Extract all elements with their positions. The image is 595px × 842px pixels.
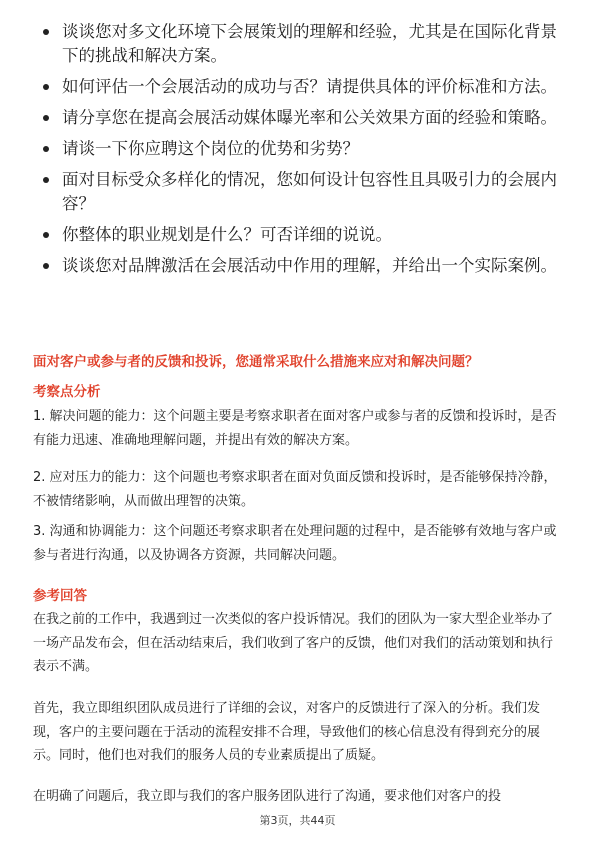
analysis-point: 2. 应对压力的能力：这个问题也考察求职者在面对负面反馈和投诉时，是否能够保持冷静，不被情绪影响，从而做出理智的决策。 — [33, 470, 557, 509]
list-item-text: 谈谈您对多文化环境下会展策划的理解和经验，尤其是在国际化背景下的挑战和解决方案。 — [62, 22, 557, 65]
answer-title: 参考回答 — [33, 588, 87, 604]
bullet-icon — [43, 232, 49, 238]
list-item — [40, 223, 570, 247]
bullet-icon — [43, 115, 49, 121]
bullet-icon — [43, 29, 49, 35]
analysis-point: 3. 沟通和协调能力：这个问题还考察求职者在处理问题的过程中，是否能够有效地与客户或参与者进行沟通，以及协调各方资源，共同解决问题。 — [33, 524, 557, 563]
list-item-text: 如何评估一个会展活动的成功与否？请提供具体的评价标准和方法。 — [62, 77, 557, 96]
question-heading: 面对客户或参与者的反馈和投诉，您通常采取什么措施来应对和解决问题？ — [33, 354, 479, 370]
bullet-icon — [43, 177, 49, 183]
bullet-icon — [43, 84, 49, 90]
list-item — [40, 137, 570, 161]
analysis-point: 1. 解决问题的能力：这个问题主要是考察求职者在面对客户或参与者的反馈和投诉时，是否有能力迅速、准确地理解问题，并提出有效的解决方案。 — [33, 409, 557, 448]
bullet-icon — [43, 146, 49, 152]
page-number: 第3页，共44页 — [259, 814, 336, 827]
list-item — [40, 75, 570, 99]
answer-paragraph: 在我之前的工作中，我遇到过一次类似的客户投诉情况。我们的团队为一家大型企业举办了一场产品发布会，但在活动结束后，我们收到了客户的反馈，他们对我们的活动策划和执行表示不满。 — [33, 612, 554, 674]
list-item — [40, 20, 570, 68]
bullet-icon — [43, 263, 49, 269]
list-item-text: 面对目标受众多样化的情况，您如何设计包容性且具吸引力的会展内容？ — [62, 170, 557, 213]
list-item-text: 请谈一下你应聘这个岗位的优势和劣势？ — [62, 139, 359, 158]
list-item — [40, 168, 570, 216]
answer-paragraph: 在明确了问题后，我立即与我们的客户服务团队进行了沟通，要求他们对客户的投 — [33, 789, 502, 804]
question-list — [40, 20, 570, 285]
analysis-title: 考察点分析 — [33, 384, 101, 400]
list-item — [40, 254, 570, 278]
list-item-text: 请分享您在提高会展活动媒体曝光率和公关效果方面的经验和策略。 — [62, 108, 557, 127]
list-item — [40, 106, 570, 130]
list-item-text: 你整体的职业规划是什么？可否详细的说说。 — [62, 225, 392, 244]
answer-paragraph: 首先，我立即组织团队成员进行了详细的会议，对客户的反馈进行了深入的分析。我们发现，客户的主要问题在于活动的流程安排不合理，导致他们的核心信息没有得到充分的展示。同时，他们也对我们的服务人员的专业素质提出了质疑。 — [33, 701, 541, 763]
list-item-text: 谈谈您对品牌激活在会展活动中作用的理解，并给出一个实际案例。 — [62, 256, 557, 275]
